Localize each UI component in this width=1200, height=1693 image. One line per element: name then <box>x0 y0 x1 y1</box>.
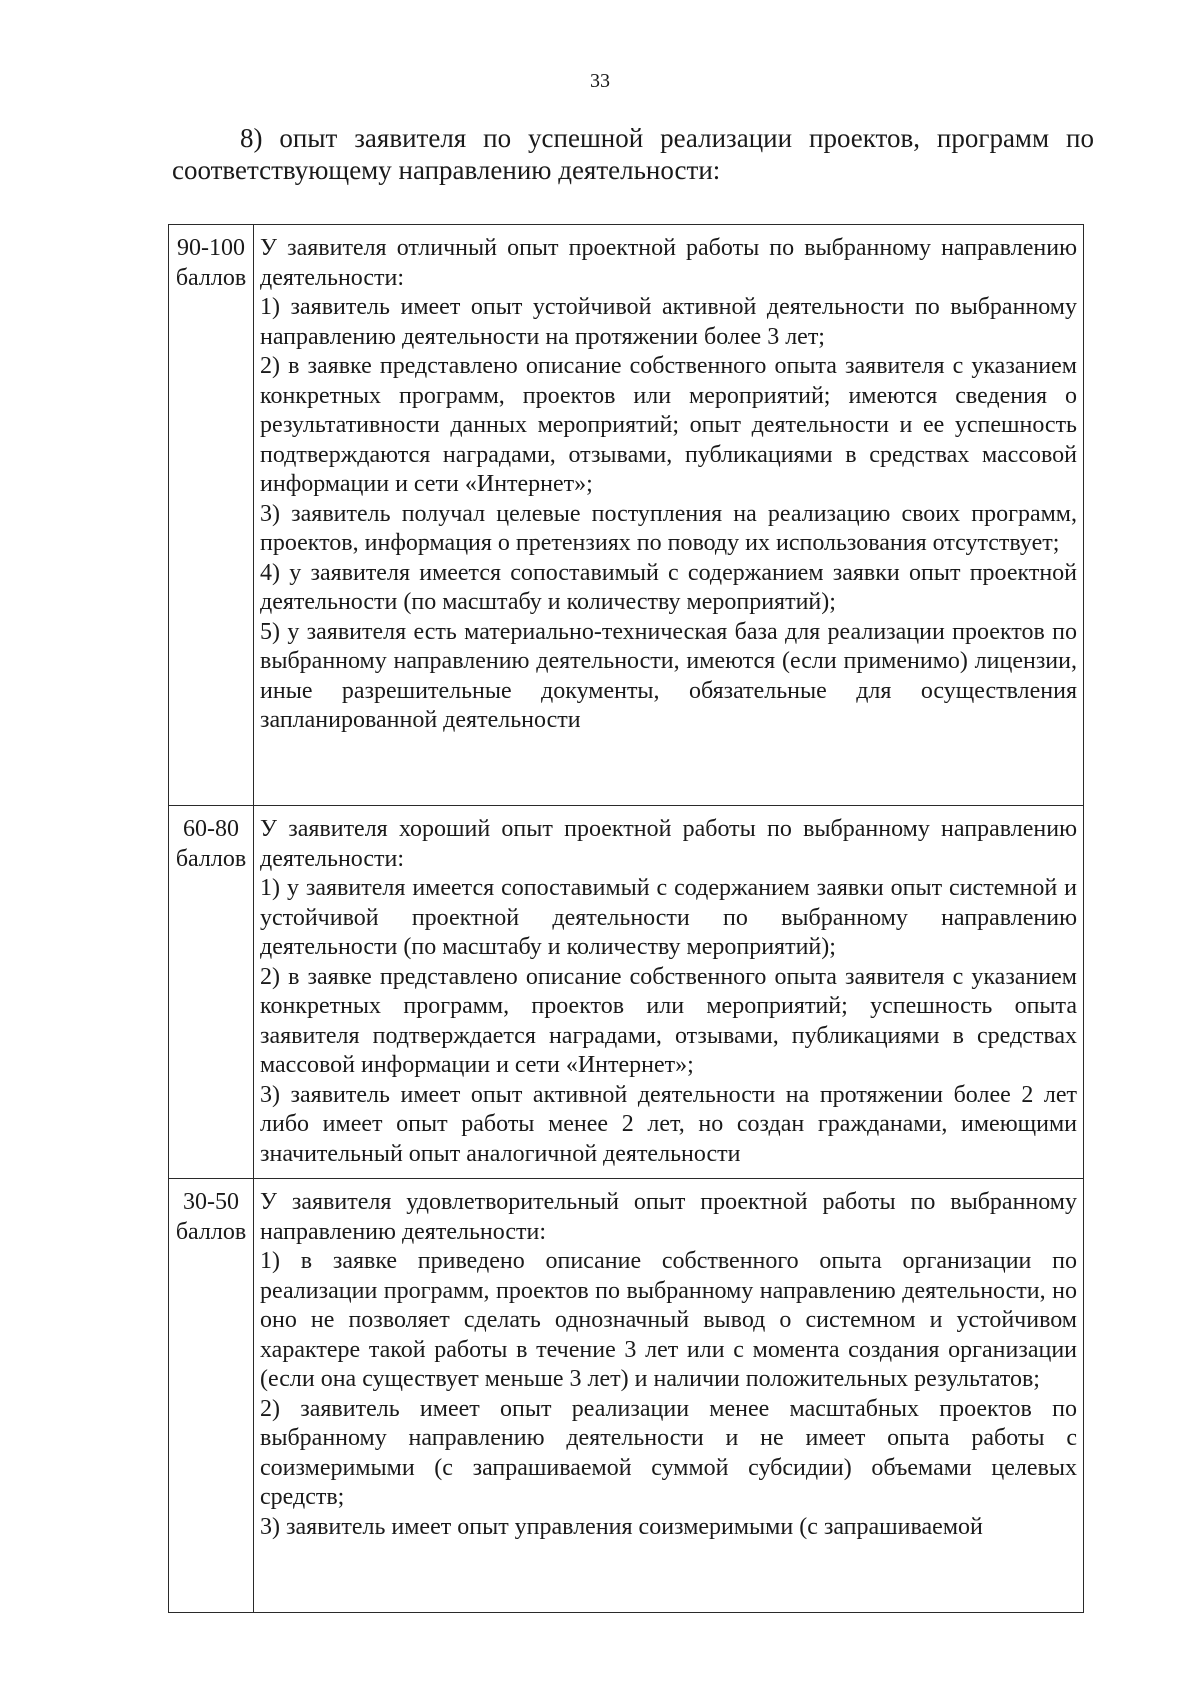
score-range: 30-50 <box>183 1189 239 1215</box>
criteria-description <box>254 225 1084 806</box>
criteria-lead: У заявителя отличный опыт проектной работы по выбранному направлению деятельности: <box>260 235 1077 291</box>
score-range: 60-80 <box>183 816 239 842</box>
criteria-item: 2) в заявке представлено описание собственного опыта заявителя с указанием конкретных программ, проектов или мероприятий; имеются сведения о результативности данных мероприятий; опыт деятельности и ее успешность подтверждаются наградами, отзывами, публикациями в средствах массовой информации и сети «Интернет»; <box>260 353 1077 497</box>
criteria-item: 3) заявитель имеет опыт активной деятельности на протяжении более 2 лет либо имеет опыт работы менее 2 лет, но создан гражданами, имеющими значительный опыт аналогичной деятельности <box>260 1081 1077 1167</box>
page-number: 33 <box>590 70 610 92</box>
table-row <box>169 1179 1084 1613</box>
criteria-item: 2) в заявке представлено описание собственного опыта заявителя с указанием конкретных программ, проектов или мероприятий; успешность опыта заявителя подтверждается наградами, отзывами, публикациями в средствах массовой информации и сети «Интернет»; <box>260 963 1077 1078</box>
criteria-item: 1) в заявке приведено описание собственного опыта организации по реализации программ, проектов по выбранному направлению деятельности, но оно не позволяет сделать однозначный вывод о системном и устойчивом характере такой работы в течение 3 лет или с момента создания организации (если она существует меньше 3 лет) и наличии положительных результатов; <box>260 1248 1077 1392</box>
score-unit: баллов <box>175 845 247 872</box>
criteria-description <box>254 1179 1084 1613</box>
table-row <box>169 225 1084 806</box>
criteria-item: 1) заявитель имеет опыт устойчивой активной деятельности по выбранному направлению деятельности на протяжении более 3 лет; <box>260 294 1077 350</box>
criteria-lead: У заявителя хороший опыт проектной работы по выбранному направлению деятельности: <box>260 816 1077 872</box>
score-unit: баллов <box>175 264 247 291</box>
scoring-criteria-table <box>168 224 1084 1613</box>
criteria-lead: У заявителя удовлетворительный опыт проектной работы по выбранному направлению деятельности: <box>260 1189 1077 1245</box>
score-cell <box>169 225 254 806</box>
criteria-item: 4) у заявителя имеется сопоставимый с содержанием заявки опыт проектной деятельности (по масштабу и количеству мероприятий); <box>260 559 1077 615</box>
score-cell <box>169 806 254 1179</box>
criteria-item: 3) заявитель получал целевые поступления на реализацию своих программ, проектов, информация о претензиях по поводу их использования отсутствует; <box>260 500 1077 556</box>
criteria-item: 2) заявитель имеет опыт реализации менее масштабных проектов по выбранному направлению деятельности и не имеет опыта работы с соизмеримыми (с запрашиваемой суммой субсидии) объемами целевых средств; <box>260 1395 1077 1510</box>
section-intro: 8) опыт заявителя по успешной реализации проектов, программ по соответствующему направлению деятельности: <box>172 123 1094 185</box>
score-cell <box>169 1179 254 1613</box>
score-range: 90-100 <box>177 235 245 261</box>
criteria-item: 5) у заявителя есть материально-техническая база для реализации проектов по выбранному направлению деятельности, имеются (если применимо) лицензии, иные разрешительные документы, обязательные для осуществления запланированной деятельности <box>260 618 1077 733</box>
score-unit: баллов <box>175 1218 247 1245</box>
criteria-item: 3) заявитель имеет опыт управления соизмеримыми (с запрашиваемой <box>260 1513 983 1540</box>
criteria-description <box>254 806 1084 1179</box>
table-row <box>169 806 1084 1179</box>
criteria-item: 1) у заявителя имеется сопоставимый с содержанием заявки опыт системной и устойчивой проектной деятельности по выбранному направлению деятельности (по масштабу и количеству мероприятий); <box>260 875 1077 960</box>
